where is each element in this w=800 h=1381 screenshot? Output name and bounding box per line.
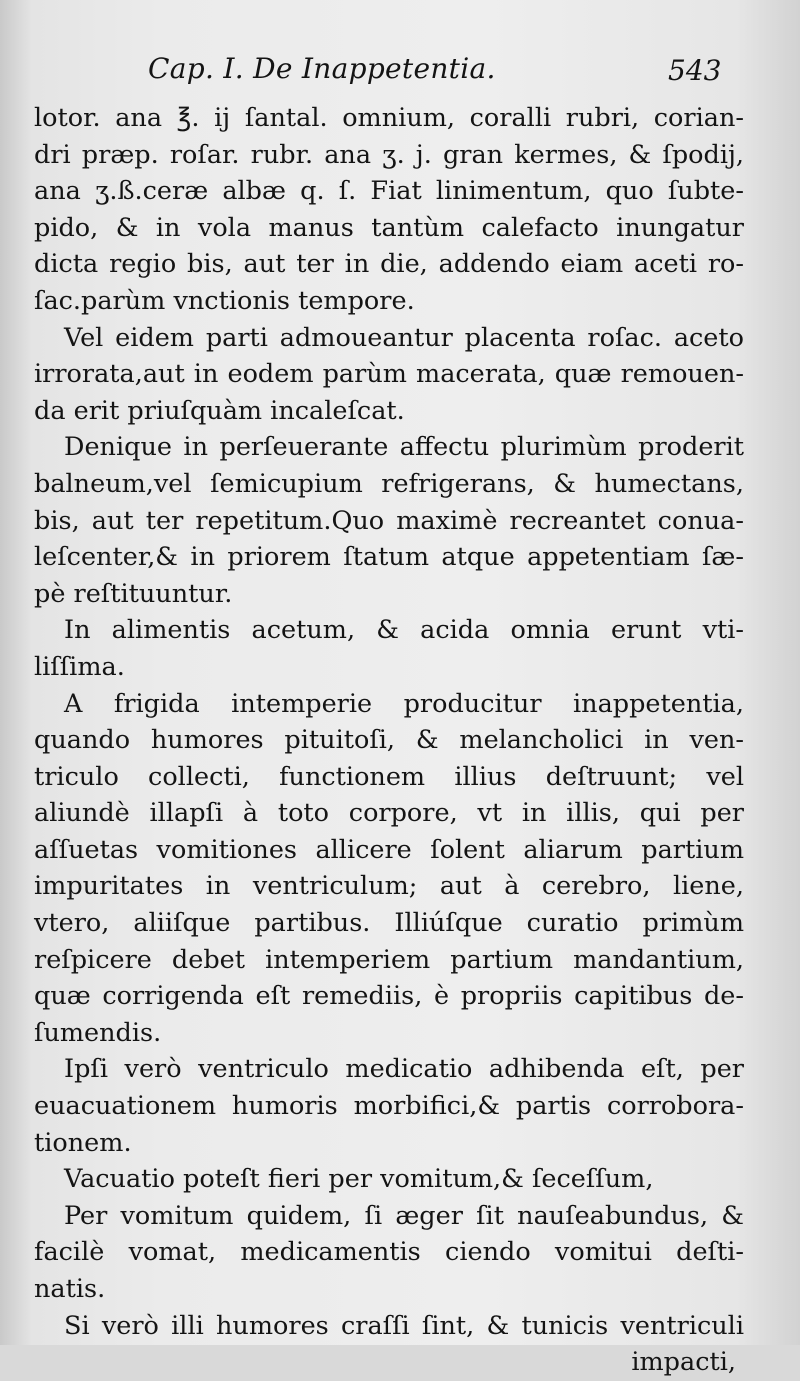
text-line: natis. [34,1274,106,1304]
text-line: tionem. [34,1127,132,1158]
text-line: Ipſi verò ventriculo medicatio adhibenda eſt, per [64,1054,744,1085]
text-line: ſac.parùm vnctionis tempore. [34,285,415,316]
text-line: pido, & in vola manus tantùm calefacto inungatur [34,212,744,243]
text-line: da erit priuſquàm incaleſcat. [34,395,405,426]
body-text [34,100,744,1381]
text-line: dicta regio bis, aut ter in die, addendo eiam aceti ro- [34,249,744,280]
text-line: Si verò illi humores craſſi ſint, & tunicis ventriculi [64,1310,744,1341]
page-number: 543 [668,54,722,87]
running-title: Cap. I. De Inappetentia. [148,52,496,85]
text-line: leſcenter,& in priorem ſtatum atque appetentiam ſæ- [34,542,744,573]
text-line: reſpicere debet intemperiem partium mandantium, [34,944,744,975]
text-line: euacuationem humoris morbifici,& partis corrobora- [34,1091,744,1122]
text-line: irrorata,aut in eodem parùm macerata, quæ remouen- [34,359,744,390]
text-line: facilè vomat, medicamentis ciendo vomitui deſti- [34,1237,744,1268]
text-line: quando humores pituitoſi, & melancholici in ven- [34,725,744,756]
text-line: balneum,vel ſemicupium refrigerans, & humectans, [34,468,744,499]
text-line: impuritates in ventriculum; aut à cerebro, liene, [34,871,744,902]
text-line: aſſuetas vomitiones allicere ſolent aliarum partium [34,834,744,865]
text-line: pè reſtituuntur. [34,578,233,609]
text-line: triculo collecti, functionem illius deſtruunt; vel [34,761,744,792]
text-line: lotor. ana ℥. ij ſantal. omnium, coralli rubri, corian- [34,103,744,133]
text-line: Denique in perſeuerante affectu plurimùm proderit [64,432,744,463]
text-line: Vel eidem parti admoueantur placenta roſac. aceto [64,322,744,353]
text-line: Per vomitum quidem, ſi æger ſit nauſeabundus, & [64,1200,744,1231]
text-line: bis, aut ter repetitum.Quo maximè recreantet conua- [34,505,744,536]
text-line: In alimentis acetum, & acida omnia erunt vti- [64,615,744,646]
text-line: vtero, aliiſque partibus. Illiúſque curatio primùm [34,908,744,939]
text-line: aliundè illapſi à toto corpore, vt in illis, qui per [34,798,744,829]
text-line: liſſima. [34,651,125,682]
text-line: ana ʒ.ß.ceræ albæ q. ſ. Fiat linimentum, quo ſubte- [34,176,744,207]
text-line: dri præp. roſar. rubr. ana ʒ. j. gran kermes, & ſpodij, [34,139,744,170]
text-line: Vacuatio poteſt fieri per vomitum,& ſeceſſum, [64,1164,654,1195]
text-line: A frigida intemperie producitur inappetentia, [64,688,744,719]
page-header [0,52,800,96]
text-line: ſumendis. [34,1017,162,1048]
text-line: quæ corrigenda eſt remediis, è propriis capitibus de- [34,981,744,1012]
catchword: impacti, [631,1347,736,1378]
